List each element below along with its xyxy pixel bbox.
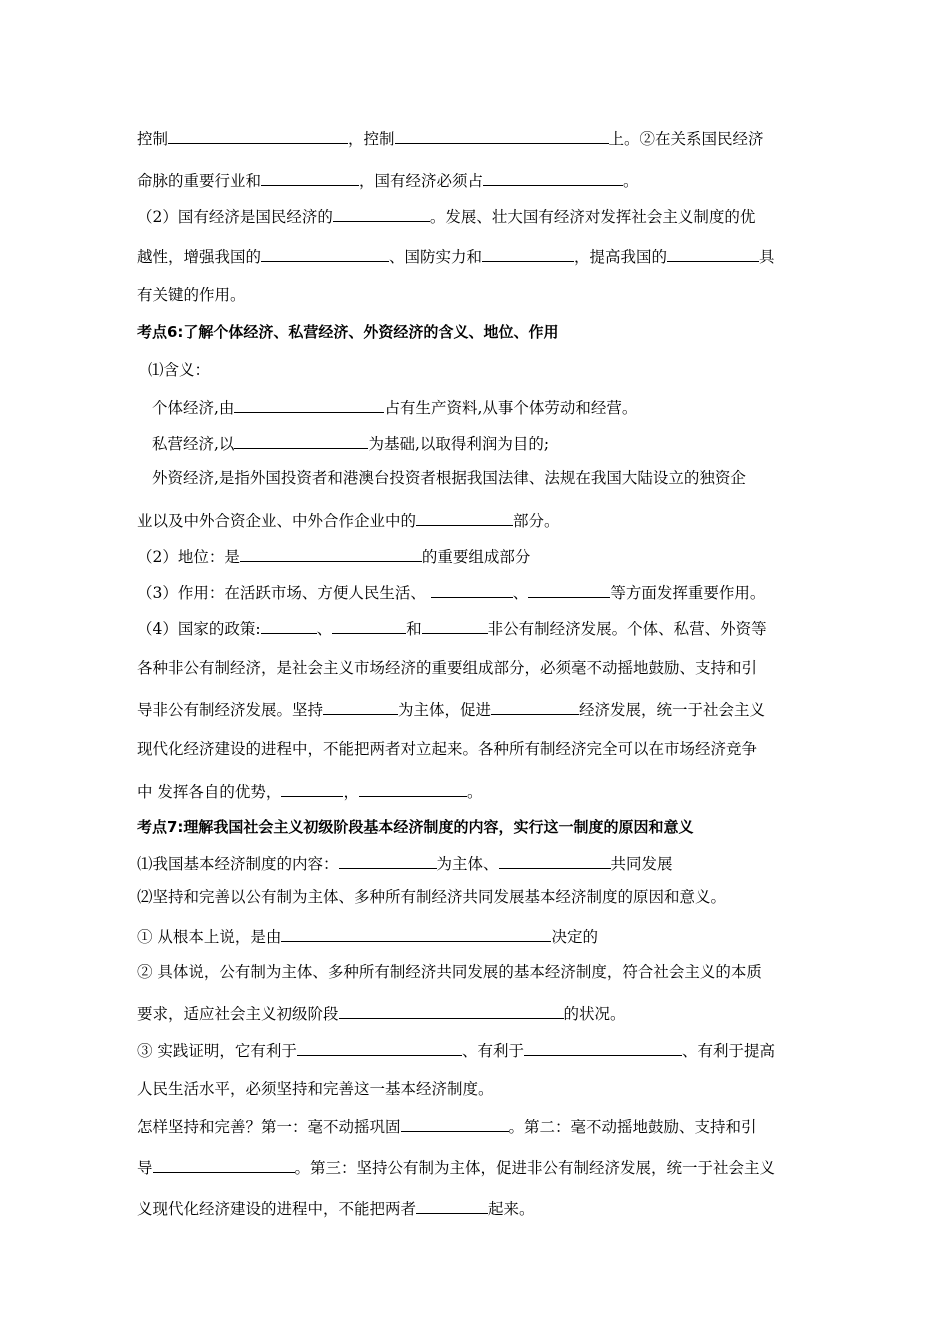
text-run: 为主体，促进 — [398, 701, 492, 719]
text-run: 越性，增强我国的 — [137, 248, 262, 266]
fill-blank[interactable] — [667, 245, 759, 262]
text-run: 具 — [759, 248, 775, 266]
heading-text: 考点6:了解个体经济、私营经济、外资经济的含义、地位、作用 — [137, 323, 559, 341]
text-run: 导非公有制经济发展。坚持 — [137, 701, 324, 719]
text-run: 私营经济,以 — [152, 435, 235, 453]
fill-blank[interactable] — [359, 780, 467, 797]
text-run: 现代化经济建设的进程中，不能把两者对立起来。各种所有制经济完全可以在市场经济竞争 — [137, 740, 758, 758]
text-line — [137, 285, 817, 305]
section-heading — [137, 322, 817, 342]
text-run: 共同发展 — [610, 855, 673, 873]
section-heading — [137, 817, 817, 837]
heading-text: 考点7:理解我国社会主义初级阶段基本经济制度的内容，实行这一制度的原因和意义 — [137, 818, 694, 836]
fill-blank[interactable] — [422, 617, 488, 634]
text-run: 经济发展，统一于社会主义 — [579, 701, 766, 719]
text-run: （2）国有经济是国民经济的 — [137, 208, 333, 226]
text-run: 有关键的作用。 — [137, 286, 246, 304]
text-run: 。 — [466, 783, 483, 801]
fill-blank[interactable] — [416, 1197, 488, 1214]
fill-blank[interactable] — [483, 169, 623, 186]
text-run: ⑵坚持和完善以公有制为主体、多种所有制经济共同发展基本经济制度的原因和意义。 — [137, 888, 727, 906]
fill-blank[interactable] — [482, 245, 574, 262]
text-line — [137, 852, 817, 874]
fill-blank[interactable] — [339, 1002, 564, 1019]
fill-blank[interactable] — [261, 245, 389, 262]
fill-blank[interactable] — [339, 852, 437, 869]
text-run: ③ 实践证明，它有利于 — [137, 1042, 297, 1060]
fill-blank[interactable] — [297, 1039, 462, 1056]
text-run: 业以及中外合资企业、中外合作企业中的 — [137, 512, 417, 530]
text-run: ⑴含义： — [148, 361, 211, 379]
text-run: 要求，适应社会主义初级阶段 — [137, 1005, 339, 1023]
text-run: （3）作用：在活跃市场、方便人民生活、 — [137, 584, 431, 602]
text-line — [137, 1156, 817, 1178]
text-run: ，控制 — [348, 130, 395, 148]
text-line — [137, 245, 817, 267]
fill-blank[interactable] — [281, 925, 551, 942]
text-run: （4）国家的政策: — [137, 620, 261, 638]
text-run: 为主体、 — [436, 855, 499, 873]
text-line — [137, 1002, 817, 1024]
text-line — [148, 360, 828, 380]
text-line — [137, 739, 817, 759]
fill-blank[interactable] — [431, 581, 513, 598]
text-run: ，提高我国的 — [574, 248, 668, 266]
text-run: （2）地位：是 — [137, 548, 240, 566]
text-run: 占有生产资料,从事个体劳动和经营。 — [384, 399, 638, 417]
text-line — [137, 962, 817, 982]
text-run: 、有利于 — [461, 1042, 524, 1060]
fill-blank[interactable] — [240, 545, 422, 562]
text-run: 决定的 — [551, 928, 598, 946]
fill-blank[interactable] — [499, 852, 611, 869]
text-line — [137, 698, 817, 720]
text-line — [137, 581, 817, 603]
text-line — [137, 925, 817, 947]
text-line — [137, 1197, 817, 1219]
text-run: 。第二：毫不动摇地鼓励、支持和引 — [508, 1118, 757, 1136]
text-run: 、 — [316, 620, 333, 638]
text-run: 、国防实力和 — [389, 248, 483, 266]
text-run: 导 — [137, 1159, 153, 1177]
fill-blank[interactable] — [281, 780, 343, 797]
fill-blank[interactable] — [261, 617, 317, 634]
text-line — [137, 169, 817, 191]
text-run: ② 具体说，公有制为主体、多种所有制经济共同发展的基本经济制度，符合社会主义的本质 — [137, 963, 762, 981]
text-run: ，国有经济必须占 — [359, 172, 484, 190]
text-run: 。发展、壮大国有经济对发挥社会主义制度的优 — [429, 208, 756, 226]
fill-blank[interactable] — [234, 396, 384, 413]
text-run: ① 从根本上说，是由 — [137, 928, 282, 946]
text-run: 各种非公有制经济，是社会主义市场经济的重要组成部分，必须毫不动摇地鼓励、支持和引 — [137, 659, 758, 677]
fill-blank[interactable] — [524, 1039, 682, 1056]
fill-blank[interactable] — [333, 205, 430, 222]
fill-blank[interactable] — [168, 127, 348, 144]
text-run: ， — [343, 783, 359, 801]
fill-blank[interactable] — [416, 509, 513, 526]
text-line — [137, 127, 817, 149]
text-run: 起来。 — [488, 1200, 535, 1218]
fill-blank[interactable] — [234, 432, 368, 449]
text-line — [137, 545, 817, 567]
fill-blank[interactable] — [332, 617, 406, 634]
fill-blank[interactable] — [528, 581, 610, 598]
text-run: 命脉的重要行业和 — [137, 172, 262, 190]
fill-blank[interactable] — [153, 1156, 295, 1173]
text-line — [152, 396, 832, 418]
text-run: 外资经济,是指外国投资者和港澳台投资者根据我国法律、法规在我国大陆设立的独资企 — [152, 469, 746, 487]
text-run: 和 — [406, 620, 422, 638]
text-run: 义现代化经济建设的进程中，不能把两者 — [137, 1200, 417, 1218]
fill-blank[interactable] — [395, 127, 609, 144]
text-line — [137, 205, 817, 227]
text-line — [137, 1039, 817, 1061]
text-line — [152, 432, 832, 454]
text-run: 个体经济,由 — [152, 399, 235, 417]
text-run: 为基础,以取得利润为目的; — [368, 435, 550, 453]
text-line — [137, 780, 817, 802]
text-run: 。第三：坚持公有制为主体，促进非公有制经济发展，统一于社会主义 — [294, 1159, 776, 1177]
text-line — [137, 658, 817, 678]
fill-blank[interactable] — [401, 1115, 509, 1132]
fill-blank[interactable] — [323, 698, 398, 715]
text-run: 中 发挥各自的优势， — [137, 783, 282, 801]
text-run: 部分。 — [513, 512, 560, 530]
text-line — [152, 468, 832, 488]
fill-blank[interactable] — [491, 698, 579, 715]
fill-blank[interactable] — [261, 169, 359, 186]
text-run: 、 — [512, 584, 529, 602]
text-run: 非公有制经济发展。个体、私营、外资等 — [487, 620, 767, 638]
text-run: 上。②在关系国民经济 — [608, 130, 764, 148]
text-run: 、有利于提高 — [681, 1042, 775, 1060]
text-run: 怎样坚持和完善？第一：毫不动摇巩固 — [137, 1118, 401, 1136]
text-run: ⑴我国基本经济制度的内容： — [137, 855, 339, 873]
text-line — [137, 617, 817, 639]
text-line — [137, 1115, 817, 1137]
text-run: 的状况。 — [563, 1005, 626, 1023]
text-run: 等方面发挥重要作用。 — [610, 584, 766, 602]
text-run: 。 — [623, 172, 639, 190]
text-run: 人民生活水平，必须坚持和完善这一基本经济制度。 — [137, 1080, 494, 1098]
text-line — [137, 887, 817, 907]
text-line — [137, 509, 817, 531]
text-run: 的重要组成部分 — [421, 548, 531, 566]
text-run: 控制 — [137, 130, 169, 148]
text-line — [137, 1079, 817, 1099]
